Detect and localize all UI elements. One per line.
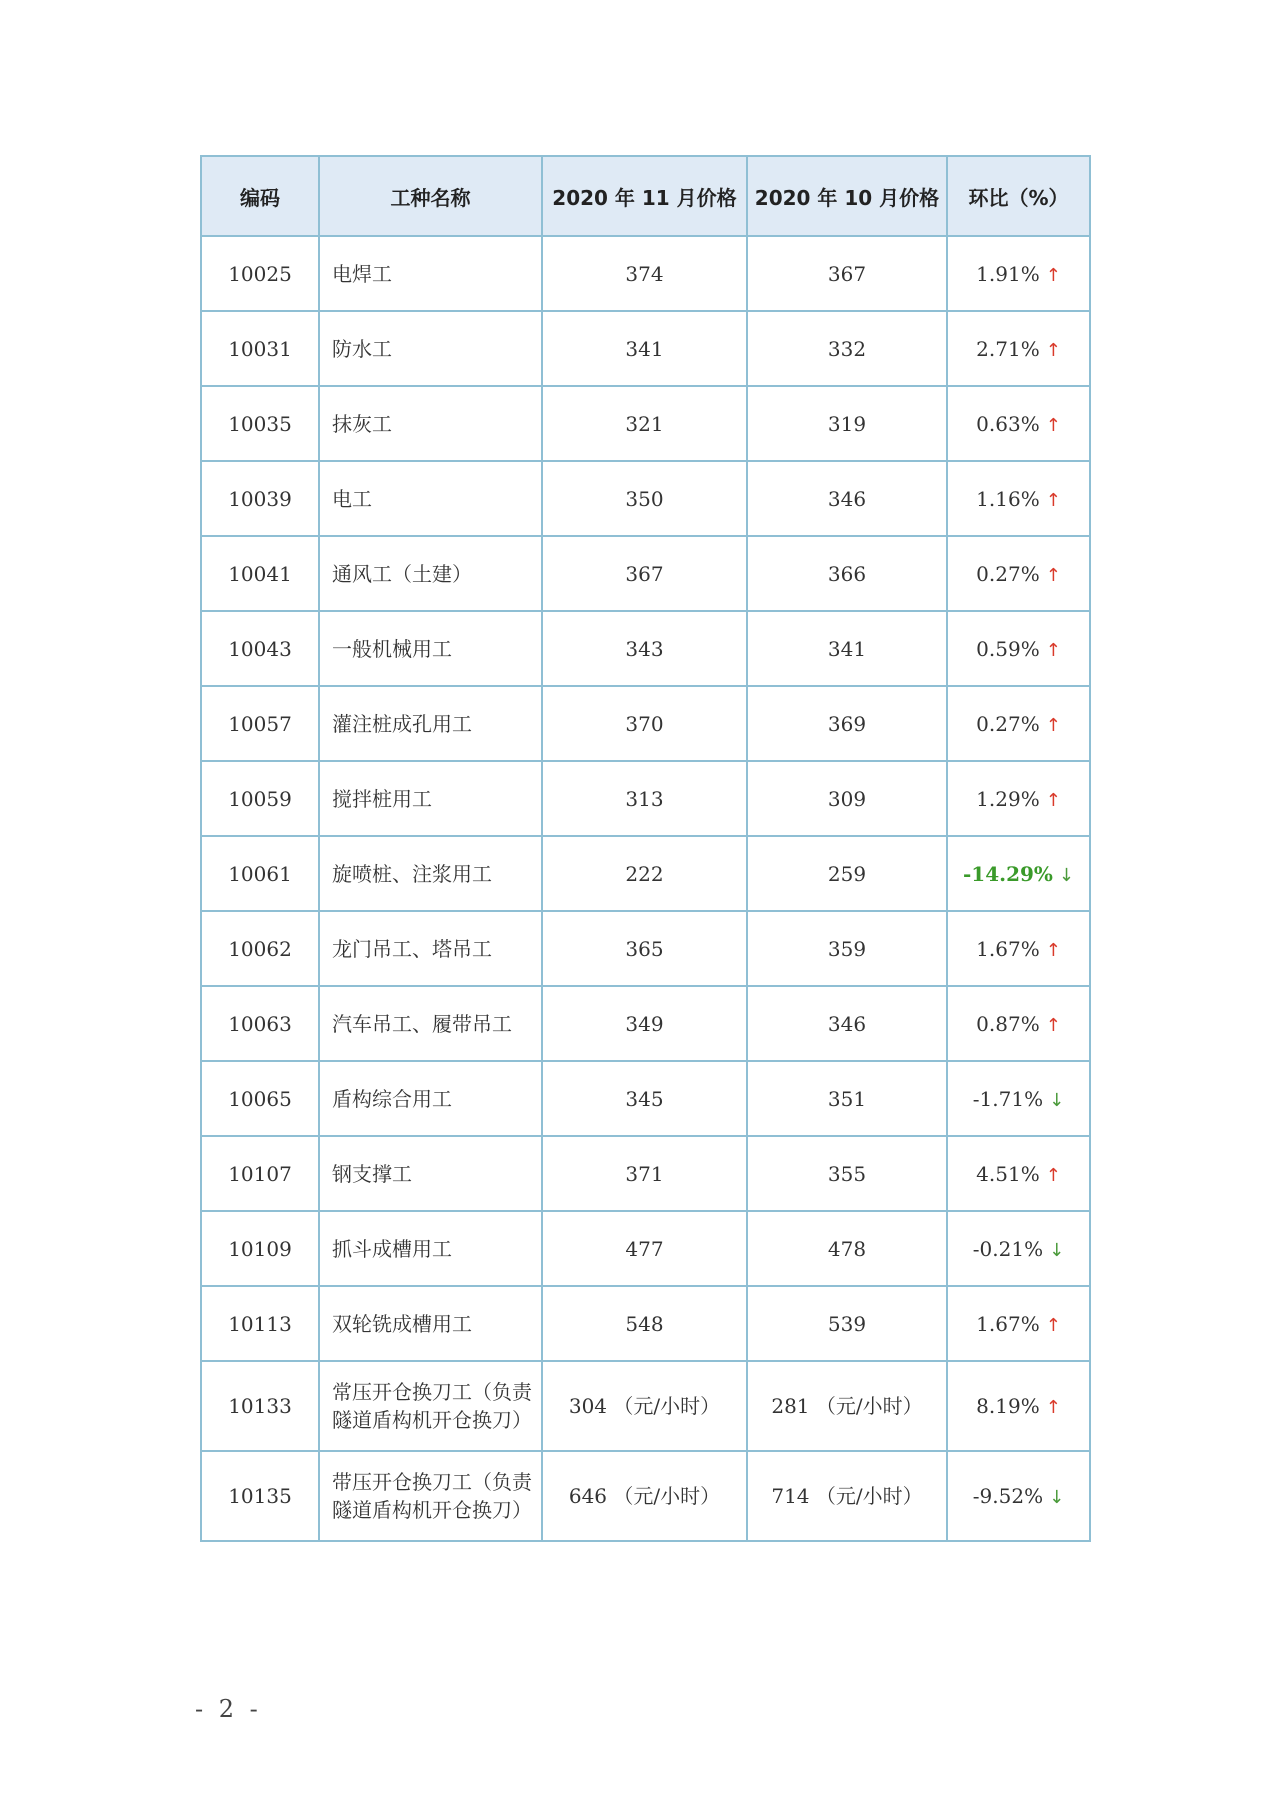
cell-code (201, 311, 319, 386)
up-arrow-icon: ↑ (1045, 1164, 1061, 1186)
cell-oct-price-text: 367 (827, 261, 867, 286)
cell-change-text: 0.27% (976, 711, 1040, 736)
up-arrow-icon: ↑ (1045, 339, 1061, 361)
table-row (201, 461, 1090, 536)
cell-job-name (319, 386, 542, 461)
cell-code-text: 10065 (228, 1086, 292, 1111)
cell-nov-price-text: 548 (625, 1311, 664, 1336)
cell-job-name-text: 双轮铣成槽用工 (332, 1311, 472, 1336)
cell-nov-price (542, 836, 747, 911)
cell-change-text: 1.16% (976, 486, 1040, 511)
table-row (201, 536, 1090, 611)
cell-job-name (319, 1211, 542, 1286)
cell-code-text: 10135 (228, 1484, 292, 1508)
cell-code (201, 1061, 319, 1136)
cell-code (201, 911, 319, 986)
cell-job-name-text: 抓斗成槽用工 (332, 1236, 452, 1261)
down-arrow-icon: ↓ (1058, 864, 1075, 886)
cell-change (947, 536, 1090, 611)
cell-nov-price-text: 370 (625, 711, 664, 736)
cell-code-text: 10062 (228, 936, 292, 961)
table-row (201, 1211, 1090, 1286)
table-row (201, 236, 1090, 311)
cell-code (201, 686, 319, 761)
header-code: 编码 (201, 156, 319, 236)
table-row (201, 761, 1090, 836)
cell-job-name (319, 1361, 542, 1451)
cell-job-name (319, 986, 542, 1061)
cell-job-name (319, 911, 542, 986)
up-arrow-icon: ↑ (1045, 639, 1061, 661)
table-row (201, 986, 1090, 1061)
cell-nov-price (542, 236, 747, 311)
cell-change (947, 311, 1090, 386)
up-arrow-icon: ↑ (1045, 1014, 1061, 1036)
cell-oct-price-text: 346 (827, 486, 867, 511)
table-row (201, 386, 1090, 461)
cell-oct-price-text: 309 (827, 786, 867, 811)
cell-nov-price (542, 386, 747, 461)
cell-change (947, 461, 1090, 536)
cell-nov-price-text: 341 (625, 336, 664, 361)
cell-code (201, 836, 319, 911)
cell-code-text: 10113 (228, 1311, 292, 1336)
cell-nov-price (542, 311, 747, 386)
cell-job-name (319, 1136, 542, 1211)
cell-oct-price-text: 332 (827, 336, 867, 361)
cell-change (947, 911, 1090, 986)
cell-nov-price-text: 222 (625, 861, 664, 886)
up-arrow-icon: ↑ (1045, 789, 1061, 811)
cell-code (201, 611, 319, 686)
cell-job-name-text: 龙门吊工、塔吊工 (332, 936, 492, 961)
cell-change (947, 836, 1090, 911)
cell-job-name-text: 一般机械用工 (332, 636, 452, 661)
cell-nov-price (542, 1361, 747, 1451)
cell-job-name (319, 536, 542, 611)
cell-nov-price (542, 1451, 747, 1541)
cell-job-name-text: 灌注桩成孔用工 (332, 711, 472, 736)
cell-nov-price-text: 374 (625, 261, 664, 286)
cell-nov-price (542, 986, 747, 1061)
cell-code-text: 10133 (228, 1394, 292, 1418)
table-row (201, 1286, 1090, 1361)
cell-nov-price (542, 1136, 747, 1211)
cell-change (947, 761, 1090, 836)
cell-oct-price (747, 1286, 947, 1361)
cell-nov-price-text: 343 (625, 636, 664, 661)
table-row (201, 1451, 1090, 1541)
cell-nov-price-text: 477 (625, 1236, 664, 1261)
cell-oct-price (747, 1211, 947, 1286)
header-oct-price: 2020 年 10 月价格 (747, 156, 947, 236)
cell-job-name-text: 防水工 (332, 336, 392, 361)
cell-job-name-text: 通风工（土建） (332, 561, 472, 586)
cell-job-name (319, 611, 542, 686)
cell-code (201, 1211, 319, 1286)
cell-oct-price (747, 1061, 947, 1136)
cell-code-text: 10063 (228, 1011, 292, 1036)
table-row (201, 911, 1090, 986)
cell-job-name-text: 电工 (332, 486, 372, 511)
table-row (201, 1061, 1090, 1136)
cell-nov-price (542, 911, 747, 986)
cell-job-name (319, 836, 542, 911)
cell-nov-price (542, 761, 747, 836)
up-arrow-icon: ↑ (1045, 714, 1061, 736)
cell-oct-price (747, 311, 947, 386)
cell-oct-price (747, 236, 947, 311)
cell-code-text: 10057 (228, 711, 292, 736)
cell-change-text: 1.67% (976, 936, 1040, 961)
cell-oct-price (747, 1451, 947, 1541)
cell-oct-price (747, 536, 947, 611)
cell-code (201, 1286, 319, 1361)
cell-code (201, 536, 319, 611)
cell-nov-price-text: 350 (625, 486, 664, 511)
cell-job-name (319, 1451, 542, 1541)
table-row (201, 311, 1090, 386)
cell-nov-price (542, 1061, 747, 1136)
cell-oct-price (747, 761, 947, 836)
cell-code (201, 461, 319, 536)
cell-change-text: 2.71% (976, 336, 1040, 361)
header-row (201, 156, 1090, 236)
cell-job-name-text: 抹灰工 (332, 411, 392, 436)
cell-code-text: 10061 (228, 861, 292, 886)
table-row (201, 836, 1090, 911)
cell-change-text: 1.29% (976, 786, 1040, 811)
header-nov-price: 2020 年 11 月价格 (542, 156, 747, 236)
up-arrow-icon: ↑ (1045, 564, 1061, 586)
cell-change-text: 0.27% (976, 561, 1040, 586)
down-arrow-icon: ↓ (1049, 1487, 1065, 1508)
cell-change-text: 0.63% (976, 411, 1040, 436)
cell-nov-price-text: 371 (625, 1161, 664, 1186)
cell-oct-price-text: 359 (827, 936, 867, 961)
cell-oct-price-text: 355 (827, 1161, 867, 1186)
cell-oct-price (747, 461, 947, 536)
cell-job-name (319, 311, 542, 386)
cell-oct-price-text: 341 (827, 636, 867, 661)
cell-nov-price (542, 1211, 747, 1286)
cell-oct-price-text: 259 (827, 861, 867, 886)
cell-change-text: -9.52% (972, 1484, 1044, 1508)
cell-oct-price (747, 836, 947, 911)
header-change: 环比（%） (947, 156, 1090, 236)
up-arrow-icon: ↑ (1045, 939, 1061, 961)
up-arrow-icon: ↑ (1045, 264, 1061, 286)
cell-oct-price-text: 346 (827, 1011, 867, 1036)
cell-oct-price-text: 351 (827, 1086, 867, 1111)
cell-change (947, 1286, 1090, 1361)
cell-change-text: 0.59% (976, 636, 1040, 661)
cell-change (947, 386, 1090, 461)
cell-job-name (319, 461, 542, 536)
cell-oct-price (747, 1136, 947, 1211)
down-arrow-icon: ↓ (1049, 1239, 1065, 1261)
cell-change-text: 0.87% (976, 1011, 1040, 1036)
cell-change-text: 8.19% (976, 1394, 1040, 1418)
cell-code-text: 10041 (228, 561, 292, 586)
cell-nov-price-text: 345 (625, 1086, 664, 1111)
cell-code-text: 10035 (228, 411, 292, 436)
cell-job-name (319, 1061, 542, 1136)
cell-oct-price (747, 386, 947, 461)
cell-code (201, 236, 319, 311)
up-arrow-icon: ↑ (1045, 414, 1061, 436)
cell-nov-price-text: 365 (625, 936, 664, 961)
cell-nov-price-text: 646 （元/小时） (568, 1484, 721, 1508)
cell-job-name (319, 686, 542, 761)
cell-change (947, 986, 1090, 1061)
table-body (201, 236, 1090, 1541)
price-table (200, 155, 1091, 1542)
cell-code (201, 1361, 319, 1451)
cell-oct-price (747, 611, 947, 686)
cell-code-text: 10059 (228, 786, 292, 811)
table-row (201, 611, 1090, 686)
cell-change (947, 1061, 1090, 1136)
up-arrow-icon: ↑ (1045, 1397, 1061, 1418)
up-arrow-icon: ↑ (1045, 489, 1061, 511)
cell-oct-price-text: 539 (827, 1311, 867, 1336)
cell-change (947, 1451, 1090, 1541)
cell-nov-price (542, 536, 747, 611)
cell-oct-price (747, 686, 947, 761)
cell-job-name (319, 761, 542, 836)
cell-nov-price (542, 611, 747, 686)
cell-oct-price (747, 911, 947, 986)
cell-oct-price (747, 1361, 947, 1451)
cell-oct-price (747, 986, 947, 1061)
cell-nov-price-text: 349 (625, 1011, 664, 1036)
cell-change (947, 236, 1090, 311)
cell-oct-price-text: 369 (827, 711, 867, 736)
cell-change (947, 1211, 1090, 1286)
cell-code-text: 10109 (228, 1236, 292, 1261)
cell-change-text: 1.67% (976, 1311, 1040, 1336)
table-row (201, 686, 1090, 761)
cell-job-name-text: 常压开仓换刀工（负责隧道盾构机开仓换刀） (332, 1380, 532, 1432)
cell-change-text: 4.51% (976, 1161, 1040, 1186)
cell-job-name (319, 236, 542, 311)
cell-change (947, 1361, 1090, 1451)
cell-change-text: -1.71% (972, 1086, 1044, 1111)
page-number: - 2 - (195, 1695, 262, 1723)
table-row (201, 1361, 1090, 1451)
cell-code-text: 10025 (228, 261, 292, 286)
cell-job-name-text: 钢支撑工 (332, 1161, 412, 1186)
cell-code-text: 10039 (228, 486, 292, 511)
cell-oct-price-text: 281 （元/小时） (771, 1394, 923, 1418)
cell-change (947, 686, 1090, 761)
cell-job-name-text: 汽车吊工、履带吊工 (332, 1011, 512, 1036)
cell-change (947, 611, 1090, 686)
cell-code (201, 1136, 319, 1211)
cell-nov-price (542, 1286, 747, 1361)
cell-oct-price-text: 366 (827, 561, 867, 586)
header-job-name: 工种名称 (319, 156, 542, 236)
cell-code-text: 10043 (228, 636, 292, 661)
cell-job-name-text: 盾构综合用工 (332, 1086, 452, 1111)
cell-nov-price-text: 304 （元/小时） (568, 1394, 721, 1418)
cell-oct-price-text: 319 (827, 411, 867, 436)
cell-code (201, 1451, 319, 1541)
cell-change (947, 1136, 1090, 1211)
cell-job-name-text: 搅拌桩用工 (332, 786, 432, 811)
cell-job-name-text: 带压开仓换刀工（负责隧道盾构机开仓换刀） (332, 1470, 532, 1522)
cell-change-text: 1.91% (976, 261, 1040, 286)
cell-code (201, 386, 319, 461)
cell-nov-price-text: 313 (625, 786, 664, 811)
table-header (201, 156, 1090, 236)
cell-nov-price (542, 461, 747, 536)
cell-job-name (319, 1286, 542, 1361)
cell-code (201, 986, 319, 1061)
cell-code-text: 10107 (228, 1161, 292, 1186)
cell-nov-price-text: 367 (625, 561, 664, 586)
up-arrow-icon: ↑ (1045, 1314, 1061, 1336)
cell-code (201, 761, 319, 836)
cell-job-name-text: 电焊工 (332, 261, 392, 286)
cell-job-name-text: 旋喷桩、注浆用工 (332, 861, 492, 886)
cell-code-text: 10031 (228, 336, 292, 361)
cell-change-text: -14.29% (962, 861, 1053, 886)
cell-nov-price (542, 686, 747, 761)
down-arrow-icon: ↓ (1049, 1089, 1065, 1111)
cell-oct-price-text: 478 (827, 1236, 867, 1261)
table-row (201, 1136, 1090, 1211)
cell-oct-price-text: 714 （元/小时） (771, 1484, 923, 1508)
cell-nov-price-text: 321 (625, 411, 664, 436)
cell-change-text: -0.21% (972, 1236, 1044, 1261)
